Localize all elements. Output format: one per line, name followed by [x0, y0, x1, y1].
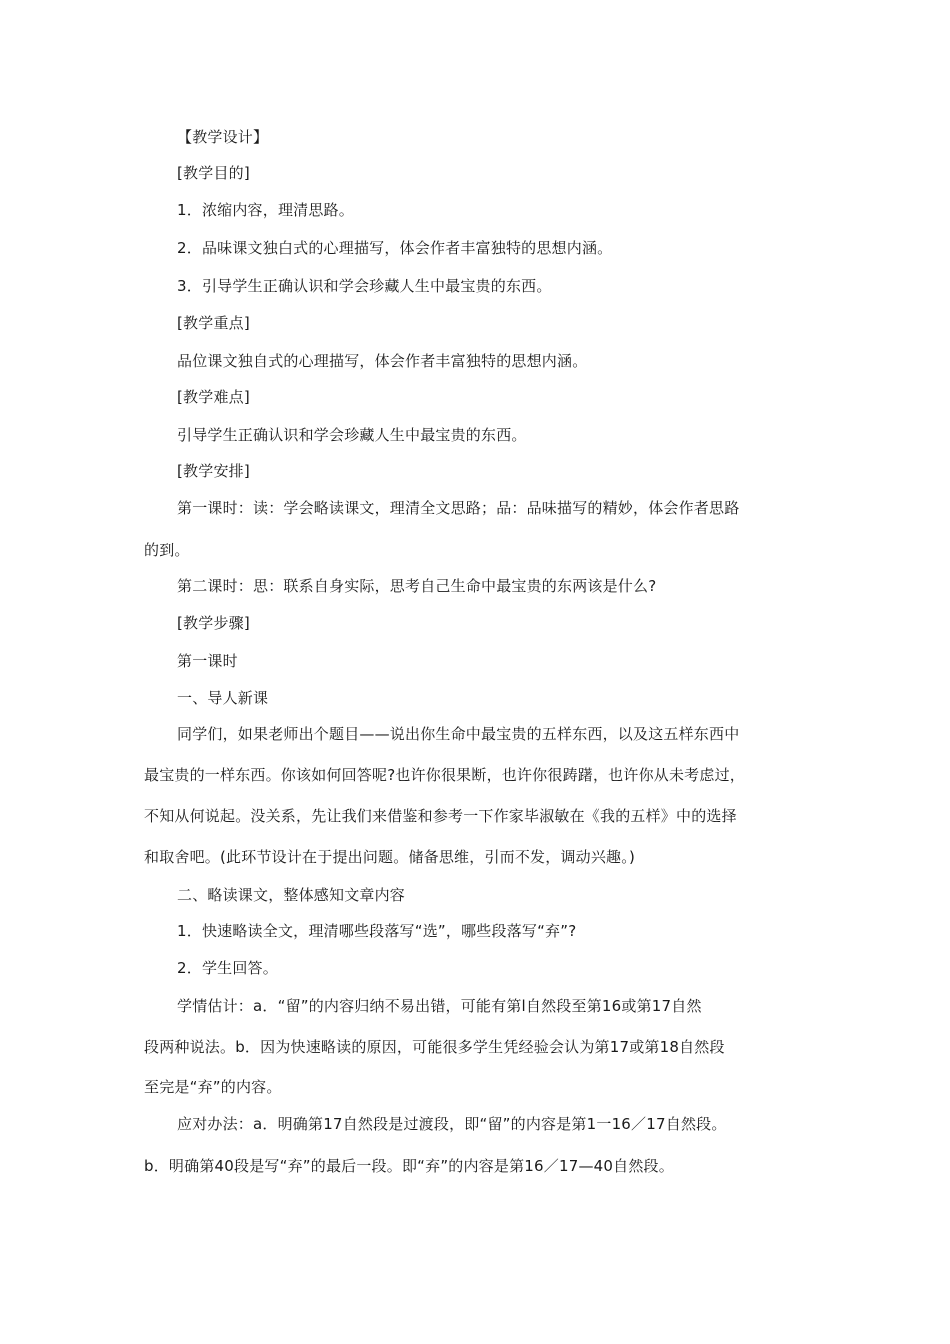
subheading-teaching-objectives: [教学目的] — [177, 164, 250, 182]
subheading-teaching-difficulties: [教学难点] — [177, 388, 250, 406]
key-points-text: 品位课文独自式的心理描写，体会作者丰富独特的思想内涵。 — [177, 352, 588, 370]
step-1-heading: 一、导人新课 — [177, 689, 269, 707]
response-method-line-1: 应对办法：a．明确第17自然段是过渡段，即“留”的内容是第1一16／17自然段。 — [177, 1115, 727, 1133]
intro-paragraph-line-2: 最宝贵的一样东西。你该如何回答呢?也许你很果断，也许你很踌躇，也许你从未考虑过， — [144, 766, 745, 784]
difficulties-text: 引导学生正确认识和学会珍藏人生中最宝贵的东西。 — [177, 426, 527, 444]
arrangement-second-lesson: 第二课时：思：联系自身实际，思考自己生命中最宝贵的东两该是什么? — [177, 577, 657, 595]
student-estimate-line-3: 至完是“弃”的内容。 — [144, 1078, 282, 1096]
step-2-item-1: 1．快速略读全文，理清哪些段落写“选”，哪些段落写“弃”? — [177, 922, 577, 940]
intro-paragraph-line-4: 和取舍吧。(此环节设计在于提出问题。储备思维，引而不发，调动兴趣。) — [144, 848, 636, 866]
student-estimate-line-2: 段两种说法。b．因为快速略读的原因，可能很多学生凭经验会认为第17或第18自然段 — [144, 1038, 725, 1056]
student-estimate-line-1: 学情估计：a．“留”的内容归纳不易出错，可能有第l自然段至第16或第17自然 — [177, 997, 702, 1015]
step-2-heading: 二、略读课文，整体感知文章内容 — [177, 886, 406, 904]
objective-item-1: 1．浓缩内容，理清思路。 — [177, 201, 354, 219]
response-method-line-2: b．明确第40段是写“弃”的最后一段。即“弃”的内容是第16／17—40自然段。 — [144, 1157, 674, 1175]
first-lesson-heading: 第一课时 — [177, 652, 238, 670]
objective-item-2: 2．品味课文独白式的心理描写，体会作者丰富独特的思想内涵。 — [177, 239, 613, 257]
intro-paragraph-line-3: 不知从何说起。没关系，先让我们来借鉴和参考一下作家毕淑敏在《我的五样》中的选择 — [144, 807, 737, 825]
objective-item-3: 3．引导学生正确认识和学会珍藏人生中最宝贵的东西。 — [177, 277, 552, 295]
step-2-item-2: 2．学生回答。 — [177, 959, 278, 977]
arrangement-first-lesson-line-2: 的到。 — [144, 541, 190, 559]
subheading-teaching-key-points: [教学重点] — [177, 314, 250, 332]
section-heading-teaching-design: 【教学设计】 — [177, 128, 269, 146]
subheading-teaching-arrangement: [教学安排] — [177, 462, 250, 480]
subheading-teaching-steps: [教学步骤] — [177, 614, 250, 632]
intro-paragraph-line-1: 同学们，如果老师出个题目——说出你生命中最宝贵的五样东西，以及这五样东西中 — [177, 725, 740, 743]
arrangement-first-lesson-line-1: 第一课时：读：学会略读课文，理清全文思路；品：品味描写的精妙，体会作者思路 — [177, 499, 740, 517]
